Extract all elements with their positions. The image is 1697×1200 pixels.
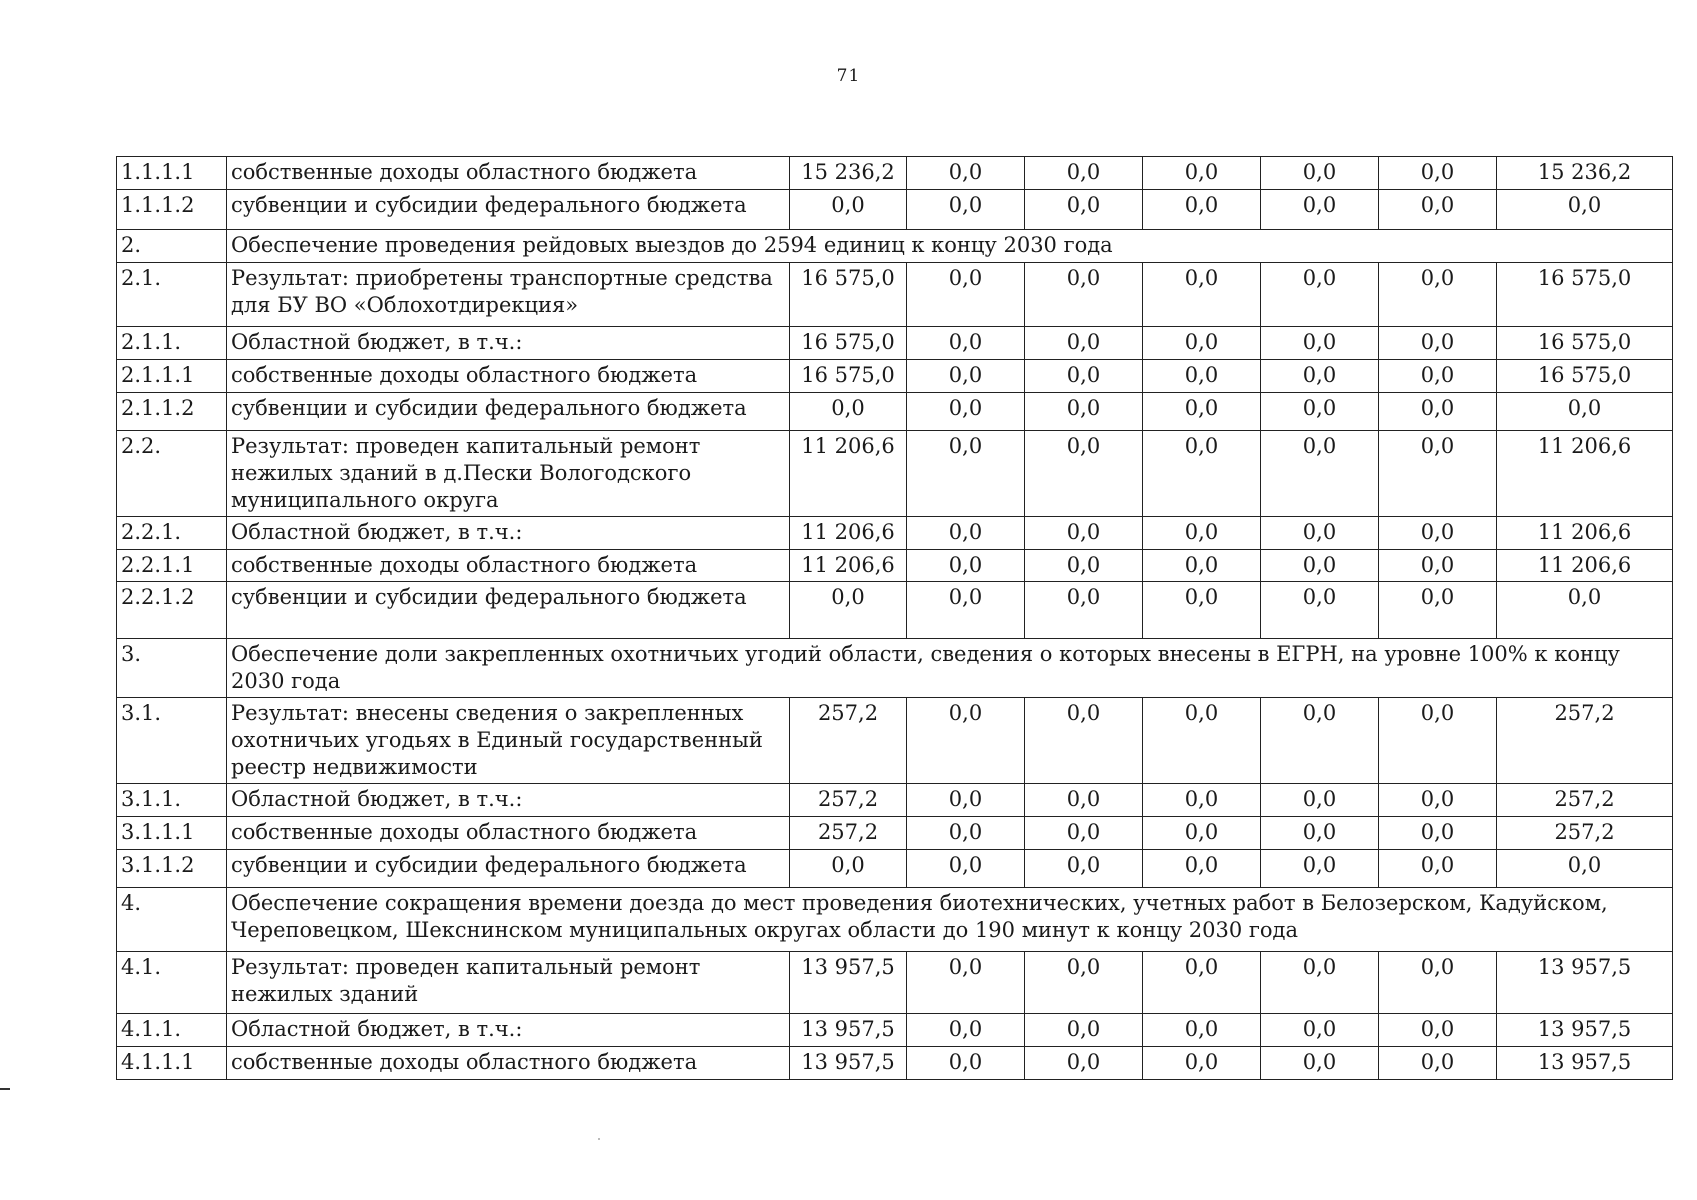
amount-value: 0,0: [1025, 517, 1143, 550]
amount-value: 0,0: [1025, 157, 1143, 190]
amount-value: 0,0: [1261, 157, 1379, 190]
section-title: Обеспечение проведения рейдовых выездов до 2594 единиц к концу 2030 года: [227, 230, 1673, 263]
amount-value: 0,0: [1025, 393, 1143, 431]
amount-value: 0,0: [907, 784, 1025, 817]
amount-value: 11 206,6: [790, 517, 907, 550]
amount-value: 0,0: [1025, 327, 1143, 360]
row-name: собственные доходы областного бюджета: [227, 817, 790, 850]
row-code: 3.1.1.1: [117, 817, 227, 850]
table-row: [117, 550, 1673, 582]
amount-value: 0,0: [1025, 1047, 1143, 1080]
amount-value: 0,0: [1025, 784, 1143, 817]
row-name: субвенции и субсидии федерального бюджета: [227, 850, 790, 888]
total-value: 257,2: [1497, 698, 1673, 784]
table-row: [117, 431, 1673, 517]
amount-value: 0,0: [1143, 850, 1261, 888]
scan-speck: [598, 1138, 600, 1140]
row-code: 4.1.1.: [117, 1014, 227, 1047]
amount-value: 0,0: [1379, 393, 1497, 431]
amount-value: 16 575,0: [790, 360, 907, 393]
amount-value: 11 206,6: [790, 550, 907, 582]
amount-value: 0,0: [1025, 850, 1143, 888]
row-code: 2.: [117, 230, 227, 263]
amount-value: 0,0: [1143, 550, 1261, 582]
amount-value: 0,0: [1143, 817, 1261, 850]
amount-value: 0,0: [1025, 550, 1143, 582]
amount-value: 0,0: [907, 952, 1025, 1014]
amount-value: 0,0: [1143, 1047, 1261, 1080]
amount-value: 0,0: [1143, 157, 1261, 190]
amount-value: 0,0: [1261, 952, 1379, 1014]
amount-value: 0,0: [1379, 360, 1497, 393]
amount-value: 0,0: [1143, 431, 1261, 517]
row-name: собственные доходы областного бюджета: [227, 550, 790, 582]
amount-value: 0,0: [1261, 431, 1379, 517]
amount-value: 13 957,5: [790, 952, 907, 1014]
table-row: [117, 393, 1673, 431]
row-name: Результат: проведен капитальный ремонт нежилых зданий: [227, 952, 790, 1014]
amount-value: 0,0: [907, 327, 1025, 360]
amount-value: 0,0: [907, 263, 1025, 327]
amount-value: 0,0: [790, 850, 907, 888]
row-code: 4.1.: [117, 952, 227, 1014]
amount-value: 0,0: [907, 550, 1025, 582]
row-name: собственные доходы областного бюджета: [227, 157, 790, 190]
section-row: [117, 639, 1673, 698]
row-code: 3.: [117, 639, 227, 698]
row-name: собственные доходы областного бюджета: [227, 360, 790, 393]
table-row: [117, 850, 1673, 888]
row-code: 3.1.: [117, 698, 227, 784]
amount-value: 11 206,6: [790, 431, 907, 517]
total-value: 11 206,6: [1497, 431, 1673, 517]
section-title: Обеспечение доли закрепленных охотничьих угодий области, сведения о которых внесены в ЕГРН, на уровне 100% к концу 2030 года: [227, 639, 1673, 698]
total-value: 0,0: [1497, 850, 1673, 888]
amount-value: 0,0: [1143, 190, 1261, 230]
row-name: субвенции и субсидии федерального бюджета: [227, 190, 790, 230]
amount-value: 0,0: [1025, 698, 1143, 784]
row-code: 3.1.1.: [117, 784, 227, 817]
table-row: [117, 582, 1673, 639]
amount-value: 0,0: [907, 698, 1025, 784]
page-number: 71: [836, 66, 861, 86]
amount-value: 0,0: [907, 850, 1025, 888]
total-value: 0,0: [1497, 190, 1673, 230]
total-value: 11 206,6: [1497, 517, 1673, 550]
total-value: 16 575,0: [1497, 263, 1673, 327]
row-code: 2.1.1.2: [117, 393, 227, 431]
amount-value: 0,0: [1379, 550, 1497, 582]
amount-value: 0,0: [907, 582, 1025, 639]
total-value: 257,2: [1497, 784, 1673, 817]
row-code: 2.2.1.2: [117, 582, 227, 639]
amount-value: 0,0: [1261, 550, 1379, 582]
amount-value: 0,0: [1025, 360, 1143, 393]
row-code: 2.1.1.: [117, 327, 227, 360]
amount-value: 0,0: [790, 393, 907, 431]
total-value: 16 575,0: [1497, 327, 1673, 360]
amount-value: 257,2: [790, 817, 907, 850]
amount-value: 0,0: [1261, 784, 1379, 817]
row-code: 2.2.1.: [117, 517, 227, 550]
row-code: 2.2.1.1: [117, 550, 227, 582]
amount-value: 0,0: [790, 582, 907, 639]
amount-value: 0,0: [1379, 431, 1497, 517]
amount-value: 0,0: [1143, 784, 1261, 817]
total-value: 11 206,6: [1497, 550, 1673, 582]
total-value: 16 575,0: [1497, 360, 1673, 393]
amount-value: 16 575,0: [790, 263, 907, 327]
amount-value: 0,0: [1025, 1014, 1143, 1047]
amount-value: 0,0: [1379, 1047, 1497, 1080]
amount-value: 0,0: [907, 817, 1025, 850]
amount-value: 0,0: [1143, 327, 1261, 360]
total-value: 13 957,5: [1497, 1014, 1673, 1047]
amount-value: 0,0: [1261, 190, 1379, 230]
amount-value: 0,0: [1261, 360, 1379, 393]
total-value: 257,2: [1497, 817, 1673, 850]
row-code: 1.1.1.1: [117, 157, 227, 190]
amount-value: 0,0: [1261, 582, 1379, 639]
row-name: Областной бюджет, в т.ч.:: [227, 327, 790, 360]
amount-value: 0,0: [1143, 582, 1261, 639]
amount-value: 0,0: [1143, 517, 1261, 550]
amount-value: 13 957,5: [790, 1047, 907, 1080]
amount-value: 13 957,5: [790, 1014, 907, 1047]
amount-value: 0,0: [1143, 263, 1261, 327]
amount-value: 0,0: [1025, 582, 1143, 639]
table-row: [117, 784, 1673, 817]
amount-value: 0,0: [1379, 952, 1497, 1014]
row-name: Областной бюджет, в т.ч.:: [227, 784, 790, 817]
amount-value: 0,0: [1261, 327, 1379, 360]
table-row: [117, 327, 1673, 360]
amount-value: 0,0: [1379, 327, 1497, 360]
amount-value: 0,0: [1261, 517, 1379, 550]
amount-value: 0,0: [907, 517, 1025, 550]
row-name: собственные доходы областного бюджета: [227, 1047, 790, 1080]
total-value: 15 236,2: [1497, 157, 1673, 190]
amount-value: 257,2: [790, 698, 907, 784]
table-row: [117, 157, 1673, 190]
row-code: 2.2.: [117, 431, 227, 517]
table-row: [117, 698, 1673, 784]
amount-value: 0,0: [907, 157, 1025, 190]
amount-value: 0,0: [1261, 698, 1379, 784]
amount-value: 0,0: [1143, 1014, 1261, 1047]
table-row: [117, 360, 1673, 393]
amount-value: 0,0: [1261, 393, 1379, 431]
row-code: 4.: [117, 888, 227, 952]
amount-value: 0,0: [1379, 698, 1497, 784]
amount-value: 0,0: [907, 360, 1025, 393]
amount-value: 16 575,0: [790, 327, 907, 360]
row-code: 2.1.1.1: [117, 360, 227, 393]
table-row: [117, 952, 1673, 1014]
section-row: [117, 888, 1673, 952]
row-code: 2.1.: [117, 263, 227, 327]
amount-value: 0,0: [1379, 817, 1497, 850]
table-row: [117, 1014, 1673, 1047]
row-name: субвенции и субсидии федерального бюджета: [227, 393, 790, 431]
table-row: [117, 190, 1673, 230]
amount-value: 0,0: [1143, 393, 1261, 431]
amount-value: 0,0: [1379, 517, 1497, 550]
amount-value: 257,2: [790, 784, 907, 817]
total-value: 0,0: [1497, 393, 1673, 431]
amount-value: 0,0: [1025, 817, 1143, 850]
amount-value: 0,0: [1261, 1014, 1379, 1047]
row-name: Областной бюджет, в т.ч.:: [227, 1014, 790, 1047]
amount-value: 0,0: [1143, 360, 1261, 393]
total-value: 0,0: [1497, 582, 1673, 639]
row-name: Результат: проведен капитальный ремонт нежилых зданий в д.Пески Вологодского муниципального округа: [227, 431, 790, 517]
amount-value: 0,0: [907, 1014, 1025, 1047]
amount-value: 0,0: [907, 393, 1025, 431]
amount-value: 0,0: [1379, 1014, 1497, 1047]
amount-value: 0,0: [907, 431, 1025, 517]
amount-value: 0,0: [1261, 850, 1379, 888]
amount-value: 0,0: [1379, 157, 1497, 190]
amount-value: 0,0: [1379, 190, 1497, 230]
table-row: [117, 1047, 1673, 1080]
amount-value: 0,0: [1025, 952, 1143, 1014]
row-name: субвенции и субсидии федерального бюджета: [227, 582, 790, 639]
amount-value: 0,0: [1261, 1047, 1379, 1080]
amount-value: 15 236,2: [790, 157, 907, 190]
amount-value: 0,0: [1261, 263, 1379, 327]
section-row: [117, 230, 1673, 263]
amount-value: 0,0: [1025, 431, 1143, 517]
row-code: 3.1.1.2: [117, 850, 227, 888]
section-title: Обеспечение сокращения времени доезда до мест проведения биотехнических, учетных работ в Белозерском, Кадуйском, Череповецком, Шекснинском муниципальных округах области до 190 минут к концу 2030 года: [227, 888, 1673, 952]
amount-value: 0,0: [1025, 263, 1143, 327]
amount-value: 0,0: [1379, 263, 1497, 327]
budget-table: [116, 156, 1673, 1080]
amount-value: 0,0: [907, 1047, 1025, 1080]
amount-value: 0,0: [1379, 850, 1497, 888]
amount-value: 0,0: [1379, 784, 1497, 817]
total-value: 13 957,5: [1497, 952, 1673, 1014]
margin-mark: [0, 1088, 10, 1090]
total-value: 13 957,5: [1497, 1047, 1673, 1080]
amount-value: 0,0: [1025, 190, 1143, 230]
table-row: [117, 517, 1673, 550]
row-code: 1.1.1.2: [117, 190, 227, 230]
amount-value: 0,0: [907, 190, 1025, 230]
row-name: Результат: приобретены транспортные средства для БУ ВО «Облохотдирекция»: [227, 263, 790, 327]
amount-value: 0,0: [1379, 582, 1497, 639]
row-name: Результат: внесены сведения о закрепленных охотничьих угодьях в Единый государственный реестр недвижимости: [227, 698, 790, 784]
table-row: [117, 817, 1673, 850]
row-code: 4.1.1.1: [117, 1047, 227, 1080]
amount-value: 0,0: [1143, 952, 1261, 1014]
amount-value: 0,0: [790, 190, 907, 230]
row-name: Областной бюджет, в т.ч.:: [227, 517, 790, 550]
amount-value: 0,0: [1261, 817, 1379, 850]
amount-value: 0,0: [1143, 698, 1261, 784]
table-row: [117, 263, 1673, 327]
